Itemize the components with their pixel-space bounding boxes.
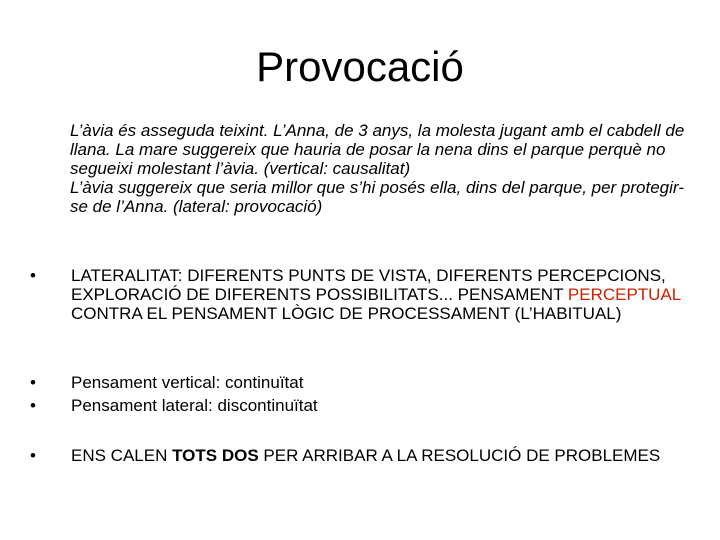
bullet-item-lateral xyxy=(30,396,690,415)
example-paragraph-2: L’àvia suggereix que seria millor que s’hi posés ella, dins del parque, per protegir-se de l’Anna. (lateral: provocació) xyxy=(70,178,684,216)
lateralitat-text-after: CONTRA EL PENSAMENT LÒGIC DE PROCESSAMENT (L’HABITUAL) xyxy=(71,304,622,323)
conclusion-text-after: PER ARRIBAR A LA RESOLUCIÓ DE PROBLEMES xyxy=(258,446,661,465)
bullet-list-lateralitat xyxy=(30,266,690,323)
lateralitat-text-before: LATERALITAT: DIFERENTS PUNTS DE VISTA, DIFERENTS PERCEPCIONS, EXPLORACIÓ DE DIFERENTS POSSIBILITATS... PENSAMENT xyxy=(71,266,666,304)
bullet-item-vertical xyxy=(30,373,690,392)
slide-title: Provocació xyxy=(256,43,464,90)
bullet-list-thinking-types xyxy=(30,373,690,419)
bullet-marker: • xyxy=(30,396,36,415)
example-paragraph-1: L’àvia és asseguda teixint. L’Anna, de 3 anys, la molesta jugant amb el cabdell de llana. La mare suggereix que hauria de posar la nena dins el parque perquè no segueixi molestant l’àvia. (vertical: causalitat) xyxy=(70,121,685,178)
vertical-thinking-text: Pensament vertical: continuïtat xyxy=(71,373,304,392)
bullet-item-lateralitat xyxy=(30,266,690,323)
conclusion-bold: TOTS DOS xyxy=(172,446,259,465)
conclusion-text-before: ENS CALEN xyxy=(71,446,173,465)
bullet-item-conclusion xyxy=(30,446,690,465)
bullet-marker: • xyxy=(30,266,36,285)
bullet-marker: • xyxy=(30,373,36,392)
perceptual-highlight: PERCEPTUAL xyxy=(567,285,681,304)
lateral-thinking-text: Pensament lateral: discontinuïtat xyxy=(71,396,318,415)
example-block xyxy=(70,121,690,216)
bullet-list-conclusion xyxy=(30,446,690,465)
bullet-marker: • xyxy=(30,446,36,465)
